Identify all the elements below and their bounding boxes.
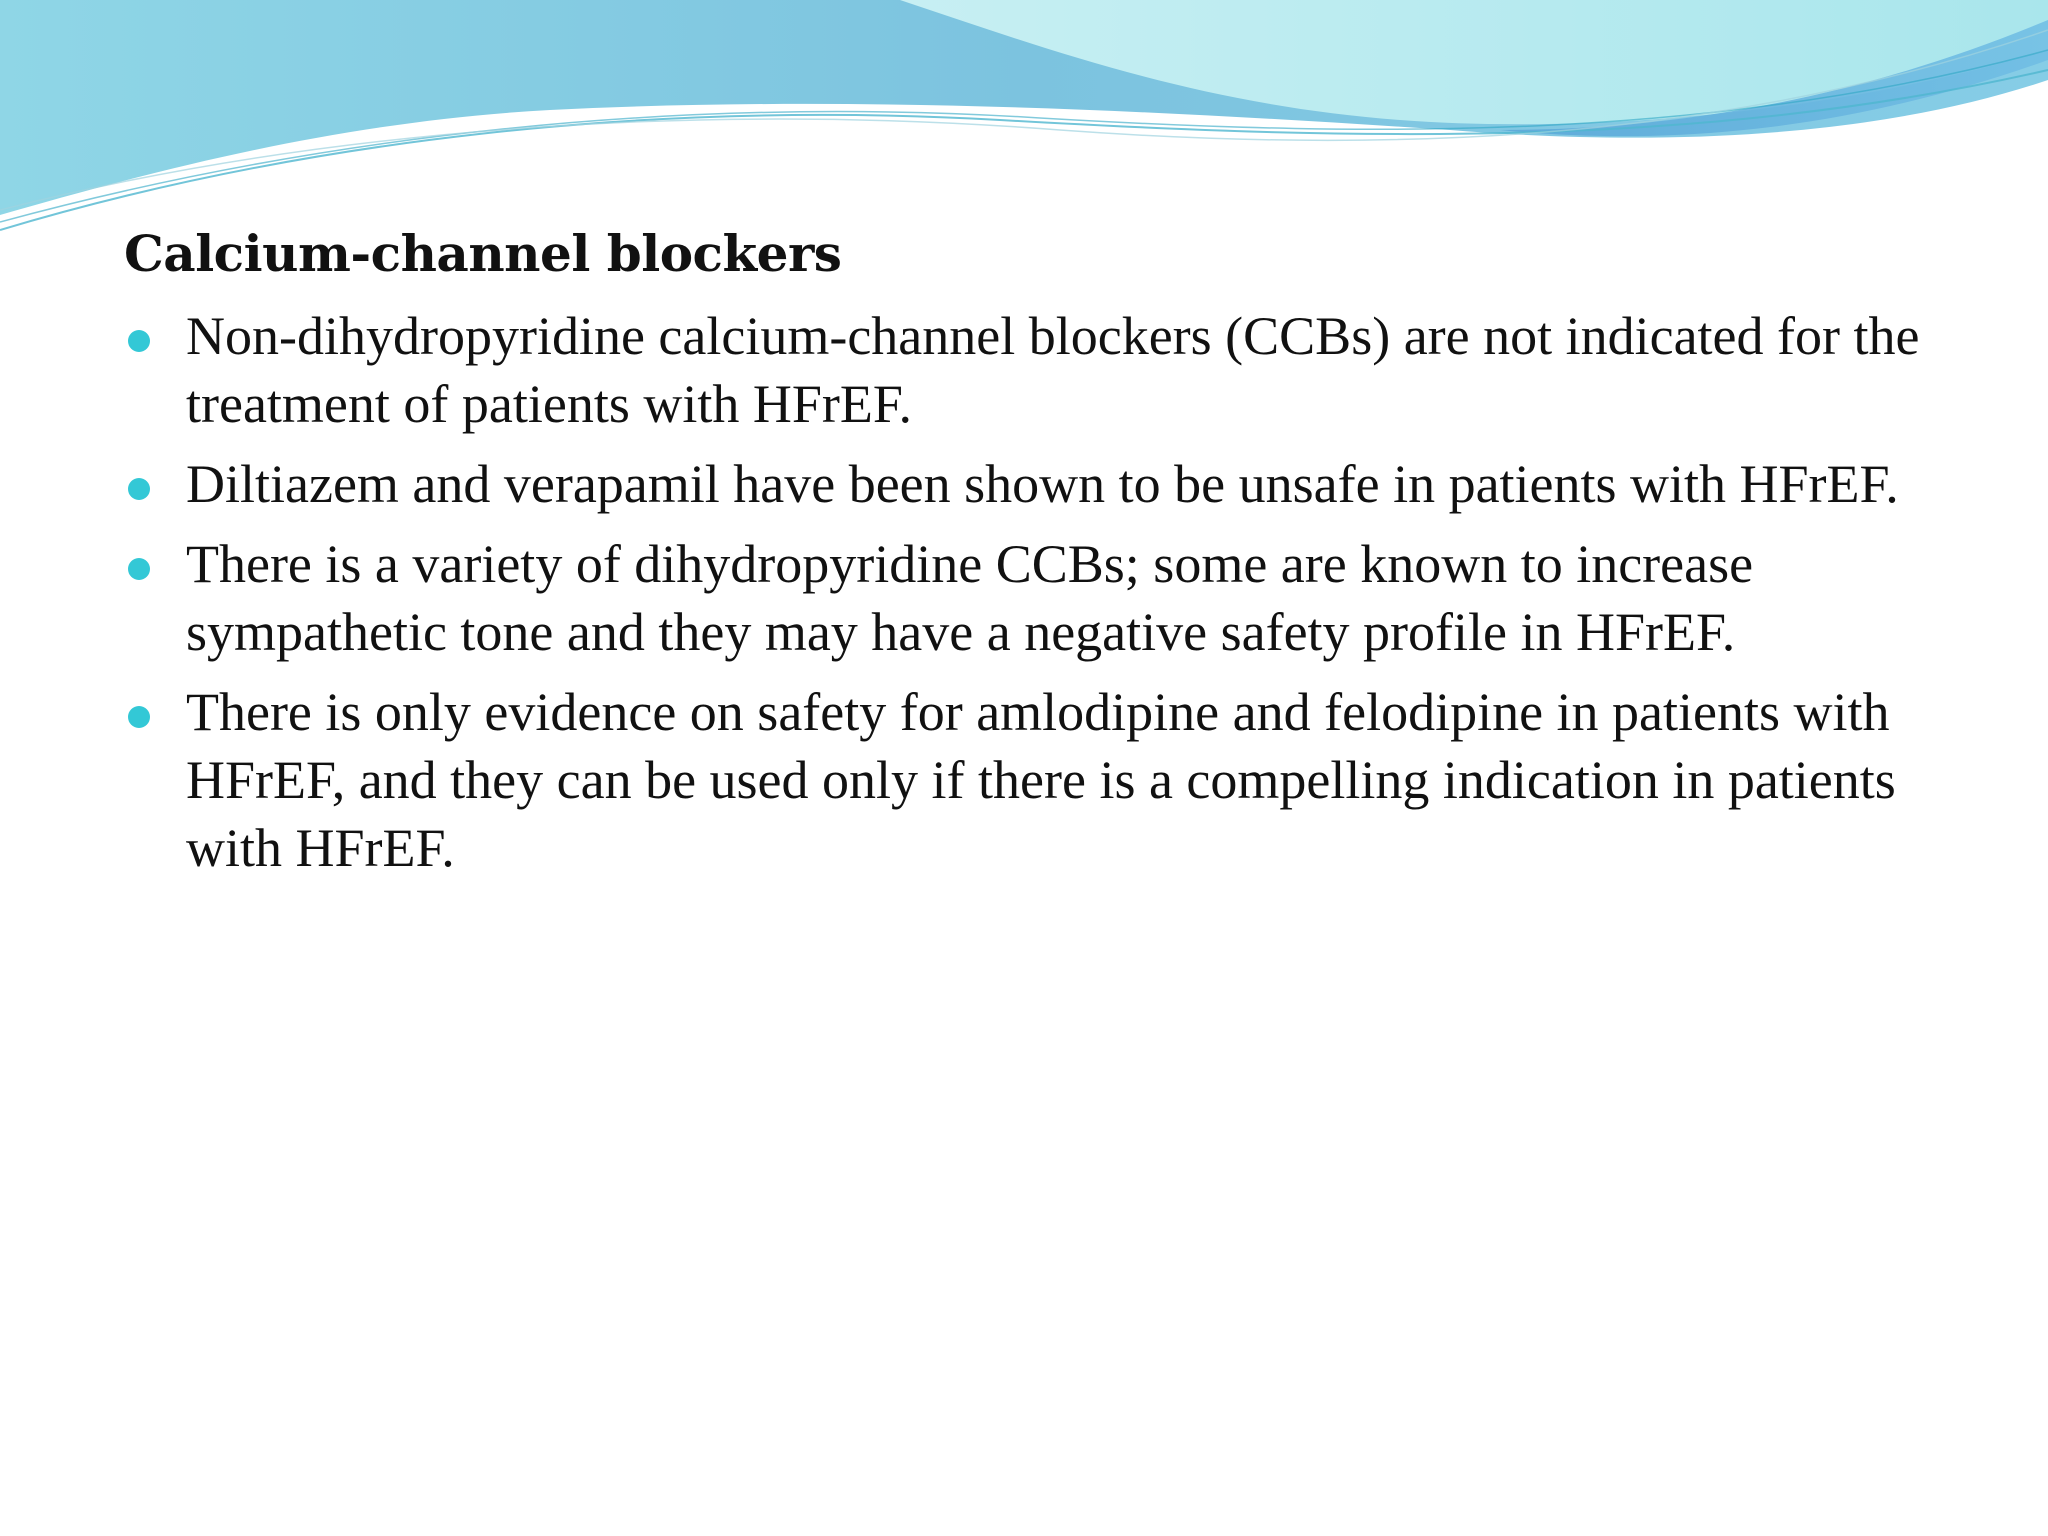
list-item (124, 302, 1944, 438)
bullet-text: Diltiazem and verapamil have been shown to be unsafe in patients with HFrEF. (186, 454, 1899, 514)
bullet-dot-icon (128, 706, 150, 728)
bullet-dot-icon (128, 478, 150, 500)
bullet-text: Non-dihydropyridine calcium-channel blockers (CCBs) are not indicated for the treatment of patients with HFrEF. (186, 306, 1920, 434)
bullet-text: There is only evidence on safety for amlodipine and felodipine in patients with HFrEF, and they can be used only if there is a compelling indication in patients with HFrEF. (186, 682, 1896, 878)
bullet-text: There is a variety of dihydropyridine CCBs; some are known to increase sympathetic tone and they may have a negative safety profile in HFrEF. (186, 534, 1754, 662)
slide-title: Calcium-channel blockers (124, 224, 842, 283)
list-item (124, 678, 1944, 882)
list-item (124, 530, 1944, 666)
header-wave-decoration (0, 0, 2048, 240)
list-item (124, 450, 1944, 518)
slide-content (124, 212, 1944, 894)
bullet-dot-icon (128, 558, 150, 580)
bullet-dot-icon (128, 330, 150, 352)
bullet-list (124, 302, 1944, 882)
